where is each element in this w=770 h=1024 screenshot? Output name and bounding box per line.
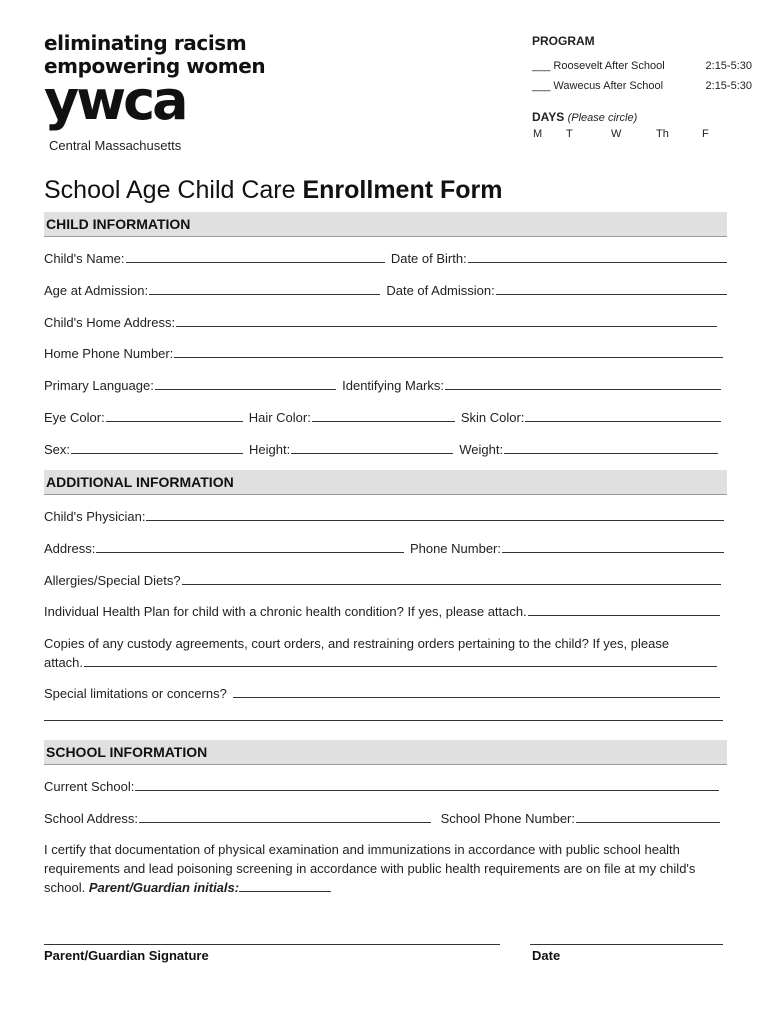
program-option-name: ___ Roosevelt After School <box>532 60 665 72</box>
skin-color-field[interactable] <box>525 421 721 422</box>
section-title: CHILD INFORMATION <box>46 216 191 232</box>
form-title-bold: Enrollment Form <box>302 176 503 204</box>
initials-label: Parent/Guardian initials: <box>88 880 240 895</box>
field-row-age-admission <box>44 280 727 298</box>
form-title <box>44 176 503 205</box>
field-row-current-school <box>44 776 719 794</box>
primary-language-field[interactable] <box>155 389 336 390</box>
hair-color-label: Hair Color: <box>248 410 311 425</box>
home-address-field[interactable] <box>176 326 717 327</box>
field-row-sex-height-weight <box>44 439 718 457</box>
limitations-label: Special limitations or concerns? <box>44 686 227 701</box>
field-row-school-address-phone <box>44 808 720 826</box>
sex-field[interactable] <box>71 453 243 454</box>
field-row-physician-address-phone <box>44 538 724 556</box>
identifying-marks-label: Identifying Marks: <box>342 378 444 393</box>
form-title-plain: School Age Child Care <box>44 176 303 204</box>
section-school-information <box>44 740 727 765</box>
section-child-information <box>44 212 727 237</box>
field-row-name-dob <box>44 248 727 266</box>
physician-phone-field[interactable] <box>502 552 724 553</box>
section-additional-information <box>44 470 727 495</box>
limitations-extra-field[interactable] <box>44 720 723 721</box>
date-signature-label: Date <box>532 948 561 963</box>
physician-field[interactable] <box>146 520 724 521</box>
day-wednesday[interactable]: W <box>611 128 622 140</box>
admission-date-label: Date of Admission: <box>386 283 495 298</box>
days-heading <box>532 110 752 124</box>
program-option-wawecus[interactable] <box>532 76 752 96</box>
school-address-field[interactable] <box>139 822 431 823</box>
home-address-label: Child's Home Address: <box>44 315 176 330</box>
skin-color-label: Skin Color: <box>460 410 525 425</box>
program-option-time: 2:15-5:30 <box>705 60 752 72</box>
field-row-limitations <box>44 683 720 701</box>
day-thursday[interactable]: Th <box>656 128 669 140</box>
custody-attach-label: attach. <box>44 655 84 670</box>
eye-color-label: Eye Color: <box>44 410 105 425</box>
logo-tagline-2: empowering women <box>44 54 266 78</box>
field-row-health-plan <box>44 601 720 619</box>
logo-tagline-1: eliminating racism <box>44 31 247 55</box>
program-option-name: ___ Wawecus After School <box>532 80 664 92</box>
field-row-address <box>44 312 717 330</box>
program-box <box>532 34 752 148</box>
section-title: SCHOOL INFORMATION <box>46 744 208 760</box>
child-name-field[interactable] <box>126 262 385 263</box>
admission-date-field[interactable] <box>496 294 727 295</box>
health-plan-field[interactable] <box>528 615 720 616</box>
program-option-roosevelt[interactable] <box>532 56 752 76</box>
custody-field[interactable] <box>84 666 717 667</box>
weight-field[interactable] <box>504 453 718 454</box>
eye-color-field[interactable] <box>106 421 243 422</box>
sex-label: Sex: <box>44 442 71 457</box>
field-row-custody-2 <box>44 652 717 670</box>
school-phone-label: School Phone Number: <box>440 811 575 826</box>
allergies-field[interactable] <box>182 584 721 585</box>
field-row-limitations-extra <box>44 706 723 724</box>
program-heading: PROGRAM <box>532 34 595 48</box>
age-admission-field[interactable] <box>149 294 380 295</box>
height-label: Height: <box>249 442 291 457</box>
field-row-allergies <box>44 570 721 588</box>
certification-text: I certify that documentation of physical examination and immunizations in accordance with public school health requirements and lead poisoning screening in accordance with public health requirements are on file at my child's school. <box>44 842 696 895</box>
allergies-label: Allergies/Special Diets? <box>44 573 181 588</box>
identifying-marks-field[interactable] <box>445 389 721 390</box>
home-phone-field[interactable] <box>174 357 723 358</box>
school-address-label: School Address: <box>44 811 138 826</box>
day-tuesday[interactable]: T <box>566 128 573 140</box>
parent-signature-label: Parent/Guardian Signature <box>44 948 209 963</box>
height-field[interactable] <box>291 453 453 454</box>
physician-address-label: Address: <box>44 541 96 556</box>
physician-label: Child's Physician: <box>44 509 146 524</box>
physician-address-field[interactable] <box>96 552 404 553</box>
ywca-logo <box>44 31 304 132</box>
current-school-label: Current School: <box>44 779 135 794</box>
days-heading-label: DAYS <box>532 110 565 124</box>
field-row-language-marks <box>44 375 721 393</box>
weight-label: Weight: <box>459 442 504 457</box>
current-school-field[interactable] <box>135 790 719 791</box>
logo-brand: ywca <box>44 69 186 132</box>
field-row-physician <box>44 506 724 524</box>
school-phone-field[interactable] <box>576 822 720 823</box>
day-friday[interactable]: F <box>702 128 709 140</box>
dob-field[interactable] <box>468 262 727 263</box>
primary-language-label: Primary Language: <box>44 378 154 393</box>
limitations-field[interactable] <box>233 697 720 698</box>
child-name-label: Child's Name: <box>44 251 125 266</box>
certification-statement <box>44 840 727 897</box>
parent-signature-line[interactable] <box>44 944 500 945</box>
field-row-eye-hair-skin <box>44 407 721 425</box>
day-monday[interactable]: M <box>533 128 543 140</box>
field-row-custody-1 <box>44 633 727 651</box>
age-admission-label: Age at Admission: <box>44 283 149 298</box>
days-row <box>532 128 752 148</box>
field-row-phone <box>44 343 723 361</box>
home-phone-label: Home Phone Number: <box>44 346 174 361</box>
days-note: (Please circle) <box>567 112 638 124</box>
health-plan-label: Individual Health Plan for child with a chronic health condition? If yes, please attach. <box>44 604 527 619</box>
physician-phone-label: Phone Number: <box>409 541 501 556</box>
hair-color-field[interactable] <box>312 421 455 422</box>
custody-question-label: Copies of any custody agreements, court orders, and restraining orders pertaining to the child? If yes, please <box>44 636 670 651</box>
initials-field[interactable] <box>239 878 331 892</box>
program-option-time: 2:15-5:30 <box>705 80 752 92</box>
section-title: ADDITIONAL INFORMATION <box>46 474 234 490</box>
region-name: Central Massachusetts <box>49 138 182 153</box>
dob-label: Date of Birth: <box>390 251 467 266</box>
date-signature-line[interactable] <box>530 944 723 945</box>
